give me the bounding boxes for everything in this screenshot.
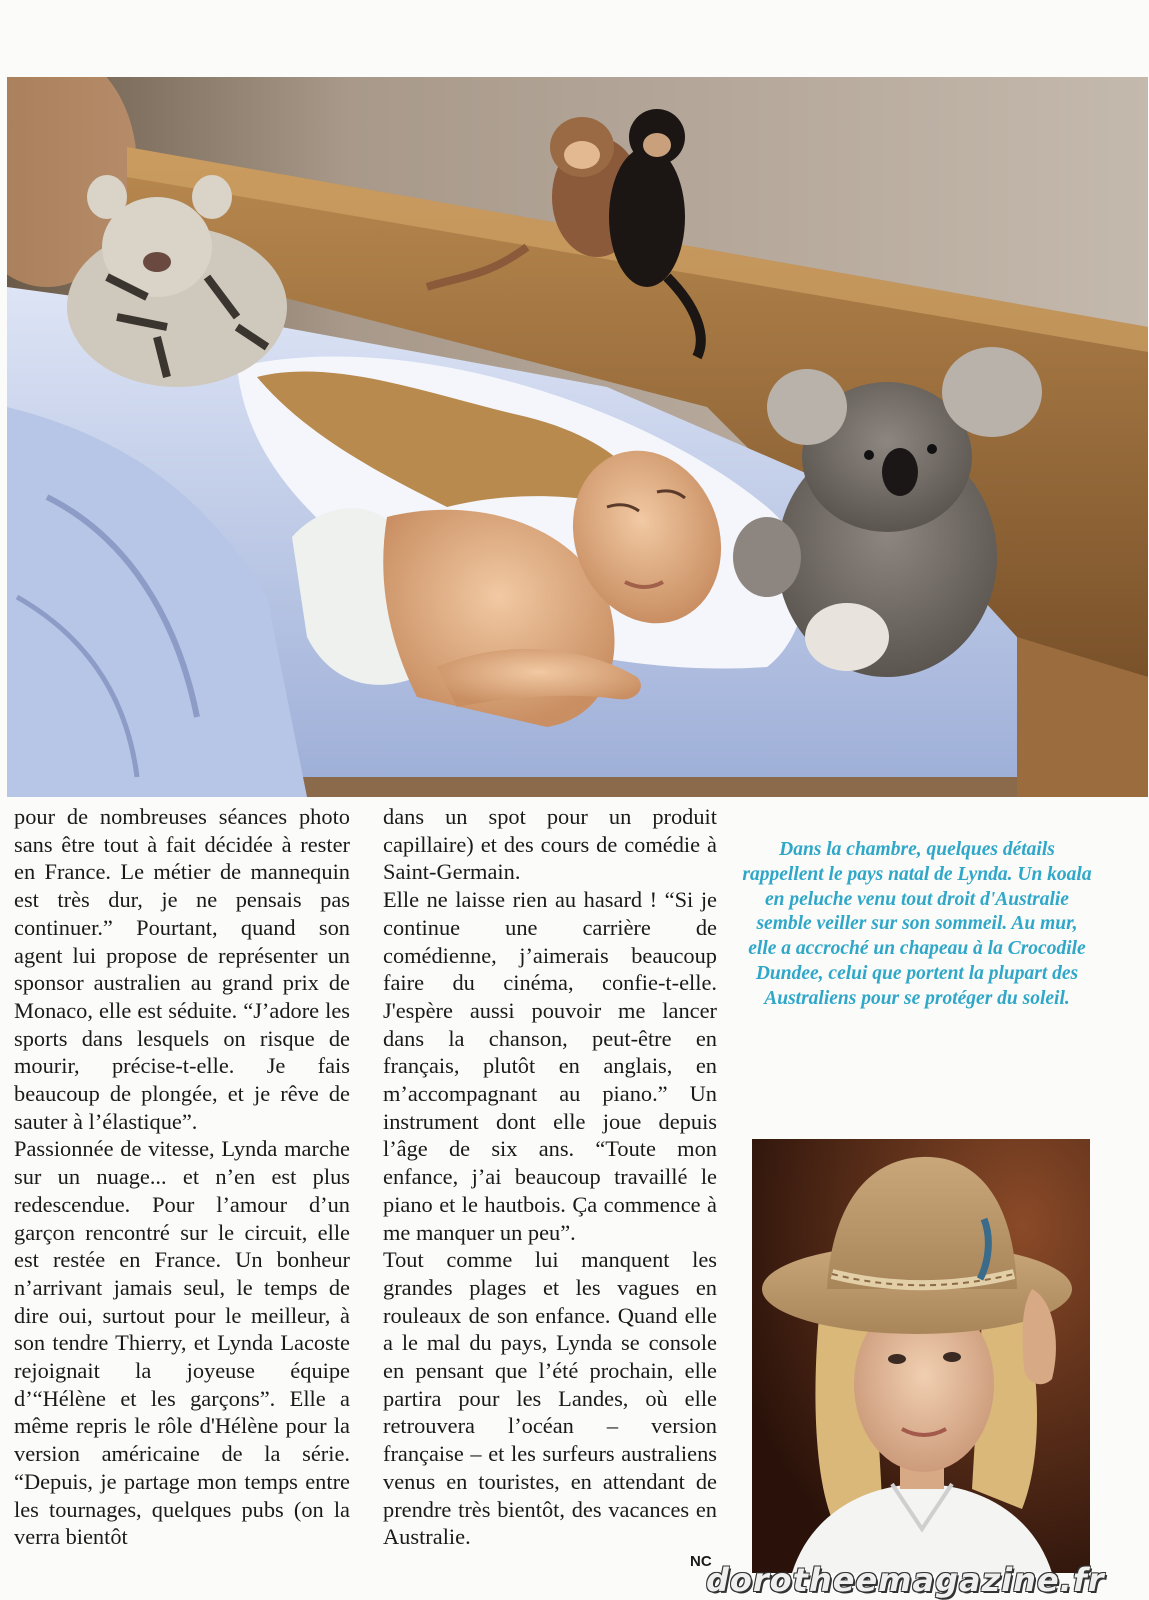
- article-column-left: [14, 803, 350, 1551]
- article-paragraph: Tout comme lui manquent les grandes plages et les vagues en rouleaux de son enfance. Quand elle a le mal du pays, Lynda se console en pensant que l’été prochain, elle partira pour les Landes, où elle retrouvera l’océan – version française – et les surfeurs australiens venus en touristes, en attendant de prendre très bientôt, des vacances en Australie.: [383, 1247, 717, 1550]
- site-watermark: dorotheemagazine.fr: [706, 1561, 1105, 1599]
- author-signature: NC: [690, 1553, 712, 1570]
- article-paragraph: dans un spot pour un produit capillaire) et des cours de comédie à Saint-Germain.: [383, 804, 717, 885]
- article-paragraph: Elle ne laisse rien au hasard ! “Si je continue une carrière de comédienne, j’aimerais beaucoup faire du cinéma, confie-t-elle. J'espère aussi pouvoir me lancer dans la chanson, peut-être en français, plutôt en anglais, en m’accompagnant au piano.” Un instrument dont elle joue depuis l’âge de six ans. “Toute mon enfance, j’ai beaucoup travaillé le piano et le hautbois. Ça commence à me manquer un peu”.: [383, 887, 717, 1245]
- hat-portrait-photo: [752, 1139, 1090, 1573]
- article-column-middle: [383, 803, 717, 1551]
- article-paragraph: Passionnée de vitesse, Lynda marche sur un nuage... et n’en est plus redescendue. Pour l’amour d’un garçon rencontré sur le circuit, elle est restée en France. Un bonheur n’arrivant jamais seul, le temps de dire oui, surtout pour le meilleur, à son tendre Thierry, et Lynda Lacoste rejoignait la joyeuse équipe d’“Hélène et les garçons”. Elle a même repris le rôle d'Hélène pour la version américaine de la série. “Depuis, je partage mon temps entre les tournages, quelques pubs (on la verra bientôt: [14, 1136, 350, 1550]
- bedroom-photo: [7, 77, 1148, 797]
- bedroom-photo-illustration: [7, 77, 1148, 797]
- photo-caption: Dans la chambre, quelques détails rappellent le pays natal de Lynda. Un koala en peluche venu tout droit d'Australie semble veiller sur son sommeil. Au mur, elle a accroché un chapeau à la Crocodile Dundee, celui que portent la plupart des Australiens pour se protéger du soleil.: [742, 839, 1092, 1009]
- hat-portrait-illustration: [752, 1139, 1090, 1573]
- article-paragraph: pour de nombreuses séances photo sans être tout à fait décidée à rester en France. Le métier de mannequin est très dur, je ne pensais pas continuer.” Pourtant, quand son agent lui propose de représenter un sponsor australien au grand prix de Monaco, elle est séduite. “J’adore les sports dans lesquels on risque de mourir, précise-t-elle. Je fais beaucoup de plongée, et je rêve de sauter à l’élastique”.: [14, 804, 350, 1134]
